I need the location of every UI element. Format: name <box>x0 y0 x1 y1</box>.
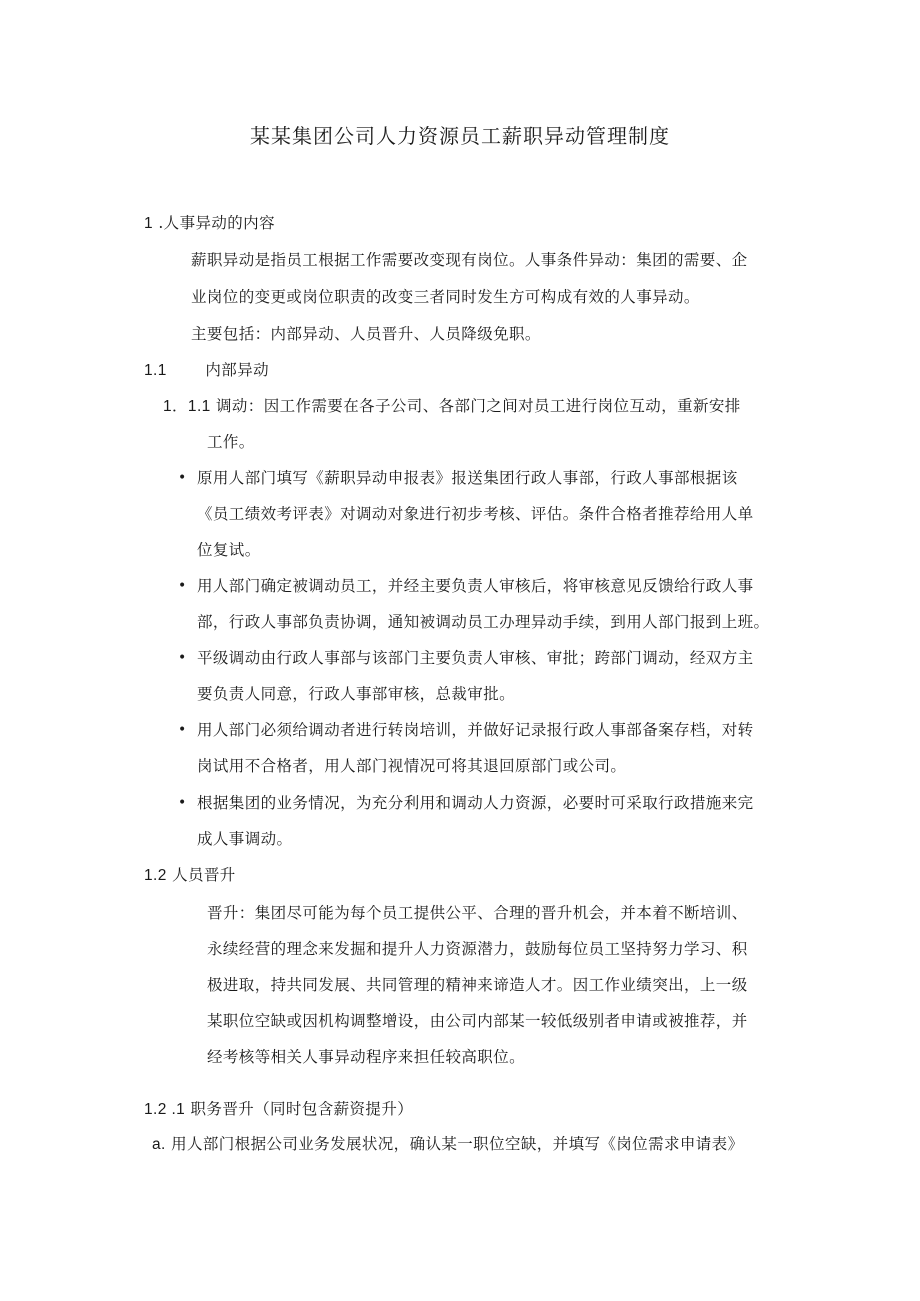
section-number: 1.2 .1 <box>144 1101 186 1118</box>
section-heading-text: 职务晋升（同时包含薪资提升） <box>190 1100 414 1118</box>
list-item-text: 用人部门根据公司业务发展状况，确认某一职位空缺，并填写《岗位需求申请表》 <box>171 1135 744 1153</box>
document-title: 某某集团公司人力资源员工薪职异动管理制度 <box>250 124 670 148</box>
list-item-label: a. <box>152 1136 166 1153</box>
paragraph-line: 极进取，持共同发展、共同管理的精神来谛造人才。因工作业绩突出，上一级 <box>207 976 748 994</box>
subsection-text: 调动：因工作需要在各子公司、各部门之间对员工进行岗位互动，重新安排 <box>216 397 741 415</box>
bullet-item-line: 岗试用不合格者，用人部门视情况可将其退回原部门或公司。 <box>197 757 627 775</box>
section-1-2-1-heading <box>144 1098 413 1121</box>
paragraph-line: 工作。 <box>207 433 255 451</box>
section-1-1-heading <box>144 359 269 382</box>
paragraph-line: 业岗位的变更或岗位职责的改变三者同时发生方可构成有效的人事异动。 <box>191 288 700 306</box>
bullet-item-line: 位复试。 <box>197 541 261 559</box>
bullet-item-line: 原用人部门填写《薪职异动申报表》报送集团行政人事部，行政人事部根据该 <box>197 469 738 487</box>
bullet-icon: • <box>178 650 187 666</box>
paragraph-line: 晋升：集团尽可能为每个员工提供公平、合理的晋升机会，并本着不断培训、 <box>207 904 748 922</box>
paragraph-line: 永续经营的理念来发掘和提升人力资源潜力，鼓励每位员工坚持努力学习、积 <box>207 940 748 958</box>
bullet-item-line: 成人事调动。 <box>197 830 293 848</box>
subsection-number: 1．1.1 <box>163 398 211 415</box>
list-item-a <box>152 1133 743 1156</box>
section-1-2-heading <box>144 864 236 887</box>
bullet-item-line: 根据集团的业务情况，为充分利用和调动人力资源，必要时可采取行政措施来完 <box>197 794 754 812</box>
bullet-item-line: 用人部门确定被调动员工，并经主要负责人审核后，将审核意见反馈给行政人事 <box>197 577 754 595</box>
subsection-1-1-1 <box>163 395 741 418</box>
section-heading-text: 人员晋升 <box>172 866 236 884</box>
bullet-item-line: 要负责人同意，行政人事部审核，总裁审批。 <box>197 685 516 703</box>
section-1-heading <box>144 212 275 235</box>
paragraph-line: 某职位空缺或因机构调整增设，由公司内部某一较低级别者申请或被推荐，并 <box>207 1012 748 1030</box>
section-number: 1.1 <box>144 362 167 379</box>
paragraph-line: 经考核等相关人事异动程序来担任较高职位。 <box>207 1048 526 1066</box>
paragraph-line: 主要包括：内部异动、人员晋升、人员降级免职。 <box>191 325 541 343</box>
bullet-icon: • <box>178 795 187 811</box>
bullet-icon: • <box>178 470 187 486</box>
bullet-icon: • <box>178 722 187 738</box>
section-heading-text: .人事异动的内容 <box>158 214 275 232</box>
section-number: 1.2 <box>144 867 167 884</box>
paragraph-line: 薪职异动是指员工根据工作需要改变现有岗位。人事条件异动：集团的需要、企 <box>191 251 748 269</box>
section-heading-text: 内部异动 <box>205 361 270 379</box>
bullet-item-line: 部，行政人事部负责协调，通知被调动员工办理异动手续，到用人部门报到上班。 <box>197 613 770 631</box>
bullet-item-line: 平级调动由行政人事部与该部门主要负责人审核、审批；跨部门调动，经双方主 <box>197 649 754 667</box>
section-number: 1 <box>144 215 154 232</box>
bullet-item-line: 《员工绩效考评表》对调动对象进行初步考核、评估。条件合格者推荐给用人单 <box>197 505 754 523</box>
bullet-item-line: 用人部门必须给调动者进行转岗培训，并做好记录报行政人事部备案存档，对转 <box>197 721 754 739</box>
bullet-icon: • <box>178 578 187 594</box>
